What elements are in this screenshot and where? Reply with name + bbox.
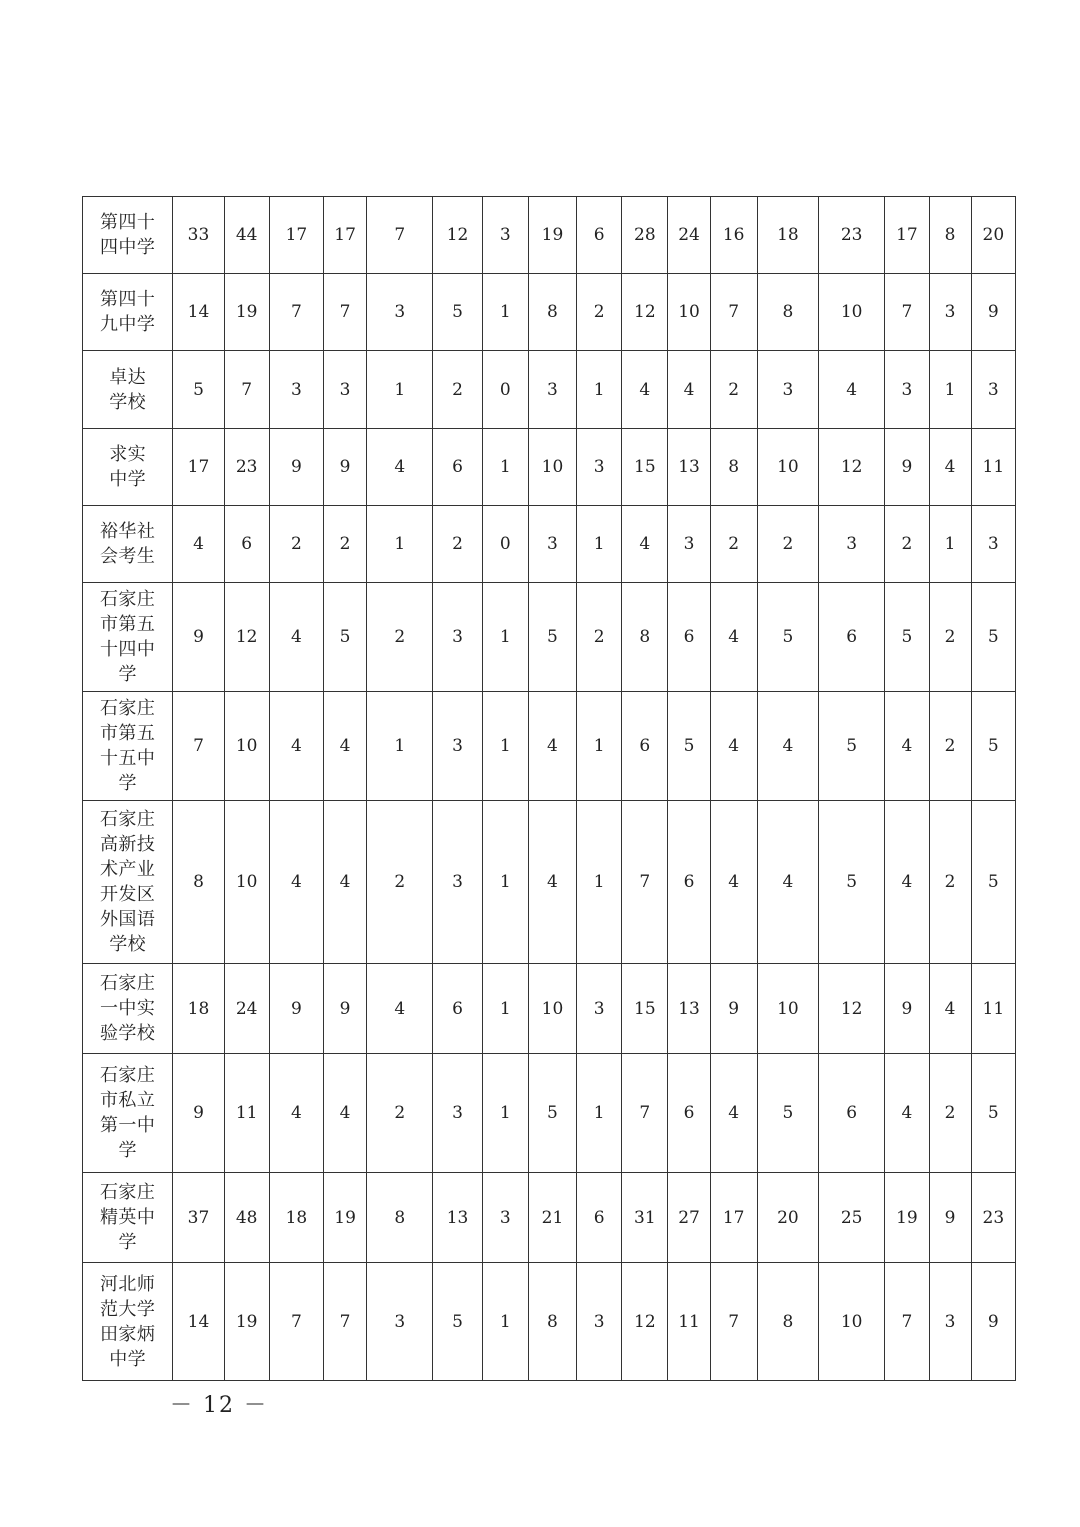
value-cell: 3 — [668, 506, 710, 583]
value-cell: 1 — [482, 801, 528, 964]
value-cell: 6 — [433, 964, 482, 1054]
value-cell: 3 — [528, 351, 576, 429]
school-name-cell — [83, 583, 173, 692]
school-name-line: 学 — [118, 664, 137, 685]
value-cell: 4 — [324, 692, 367, 801]
value-cell: 9 — [971, 274, 1015, 351]
value-cell: 2 — [929, 583, 971, 692]
value-cell: 8 — [757, 1263, 818, 1381]
value-cell: 1 — [577, 506, 622, 583]
value-cell: 7 — [710, 274, 757, 351]
value-cell: 9 — [173, 583, 224, 692]
value-cell: 8 — [929, 197, 971, 274]
value-cell: 1 — [577, 692, 622, 801]
value-cell: 4 — [668, 351, 710, 429]
school-name-line: 会考生 — [99, 546, 156, 567]
value-cell: 4 — [885, 801, 929, 964]
value-cell: 4 — [367, 964, 433, 1054]
school-name-line: 精英中 — [99, 1207, 156, 1228]
value-cell: 10 — [668, 274, 710, 351]
school-name-line: 学 — [118, 1232, 137, 1253]
value-cell: 10 — [819, 274, 885, 351]
value-cell: 11 — [224, 1054, 269, 1173]
school-name-line: 裕华社 — [99, 521, 156, 542]
table-row — [83, 1263, 1016, 1381]
value-cell: 8 — [528, 274, 576, 351]
school-name-line: 十四中 — [99, 639, 156, 660]
value-cell: 4 — [367, 429, 433, 506]
school-name-line: 范大学 — [99, 1298, 156, 1320]
value-cell: 23 — [224, 429, 269, 506]
table-row — [83, 429, 1016, 506]
value-cell: 4 — [710, 583, 757, 692]
value-cell: 14 — [173, 1263, 224, 1381]
value-cell: 4 — [269, 692, 323, 801]
value-cell: 3 — [433, 801, 482, 964]
value-cell: 5 — [324, 583, 367, 692]
value-cell: 2 — [433, 351, 482, 429]
value-cell: 17 — [269, 197, 323, 274]
value-cell: 5 — [819, 692, 885, 801]
value-cell: 3 — [577, 964, 622, 1054]
school-name-line: 石家庄 — [99, 698, 156, 719]
school-name-cell — [83, 692, 173, 801]
value-cell: 7 — [324, 1263, 367, 1381]
value-cell: 2 — [324, 506, 367, 583]
value-cell: 10 — [819, 1263, 885, 1381]
value-cell: 10 — [224, 801, 269, 964]
value-cell: 8 — [757, 274, 818, 351]
table-row — [83, 801, 1016, 964]
school-name-cell — [83, 1263, 173, 1381]
value-cell: 19 — [324, 1173, 367, 1263]
value-cell: 13 — [668, 964, 710, 1054]
value-cell: 1 — [929, 351, 971, 429]
value-cell: 1 — [577, 801, 622, 964]
table-row — [83, 506, 1016, 583]
table-row — [83, 692, 1016, 801]
table-row — [83, 274, 1016, 351]
value-cell: 3 — [367, 1263, 433, 1381]
value-cell: 7 — [885, 1263, 929, 1381]
school-name-line: 第一中 — [99, 1115, 156, 1136]
value-cell: 19 — [224, 274, 269, 351]
value-cell: 31 — [622, 1173, 668, 1263]
value-cell: 6 — [224, 506, 269, 583]
value-cell: 0 — [482, 506, 528, 583]
table-row — [83, 1173, 1016, 1263]
school-name-cell — [83, 429, 173, 506]
school-name-line: 外国语 — [99, 909, 156, 930]
value-cell: 6 — [622, 692, 668, 801]
value-cell: 9 — [173, 1054, 224, 1173]
school-name-cell — [83, 351, 173, 429]
value-cell: 5 — [885, 583, 929, 692]
value-cell: 5 — [173, 351, 224, 429]
value-cell: 4 — [929, 964, 971, 1054]
school-name-line: 市私立 — [99, 1090, 156, 1111]
school-name-cell — [83, 964, 173, 1054]
value-cell: 4 — [269, 583, 323, 692]
value-cell: 12 — [622, 1263, 668, 1381]
value-cell: 8 — [367, 1173, 433, 1263]
value-cell: 4 — [929, 429, 971, 506]
page-number: － 12 － — [170, 1393, 268, 1418]
value-cell: 3 — [482, 197, 528, 274]
school-name-line: 一中实 — [99, 998, 156, 1019]
value-cell: 25 — [819, 1173, 885, 1263]
school-name-line: 中学 — [109, 1348, 147, 1370]
value-cell: 5 — [971, 1054, 1015, 1173]
value-cell: 7 — [622, 801, 668, 964]
school-name-line: 开发区 — [99, 884, 156, 905]
value-cell: 8 — [173, 801, 224, 964]
value-cell: 10 — [528, 964, 576, 1054]
school-name-line: 四中学 — [99, 237, 156, 258]
school-name-line: 九中学 — [99, 314, 156, 335]
value-cell: 3 — [433, 1054, 482, 1173]
value-cell: 3 — [971, 351, 1015, 429]
value-cell: 24 — [224, 964, 269, 1054]
value-cell: 2 — [367, 583, 433, 692]
value-cell: 3 — [433, 692, 482, 801]
school-name-line: 石家庄 — [99, 809, 156, 830]
value-cell: 9 — [885, 964, 929, 1054]
value-cell: 2 — [929, 801, 971, 964]
value-cell: 4 — [710, 1054, 757, 1173]
value-cell: 5 — [433, 274, 482, 351]
value-cell: 3 — [577, 429, 622, 506]
value-cell: 15 — [622, 429, 668, 506]
value-cell: 2 — [885, 506, 929, 583]
value-cell: 7 — [622, 1054, 668, 1173]
value-cell: 16 — [710, 197, 757, 274]
table-row — [83, 964, 1016, 1054]
school-name-line: 十五中 — [99, 748, 156, 769]
value-cell: 7 — [324, 274, 367, 351]
value-cell: 3 — [929, 274, 971, 351]
value-cell: 3 — [757, 351, 818, 429]
school-name-line: 第四十 — [99, 289, 156, 310]
value-cell: 44 — [224, 197, 269, 274]
value-cell: 18 — [757, 197, 818, 274]
value-cell: 9 — [269, 964, 323, 1054]
school-name-cell — [83, 1054, 173, 1173]
value-cell: 3 — [528, 506, 576, 583]
value-cell: 2 — [710, 351, 757, 429]
value-cell: 9 — [929, 1173, 971, 1263]
value-cell: 2 — [757, 506, 818, 583]
value-cell: 24 — [668, 197, 710, 274]
value-cell: 4 — [622, 506, 668, 583]
value-cell: 1 — [482, 274, 528, 351]
value-cell: 10 — [528, 429, 576, 506]
value-cell: 28 — [622, 197, 668, 274]
value-cell: 17 — [173, 429, 224, 506]
school-name-cell — [83, 506, 173, 583]
value-cell: 4 — [757, 801, 818, 964]
value-cell: 7 — [173, 692, 224, 801]
value-cell: 17 — [710, 1173, 757, 1263]
value-cell: 19 — [528, 197, 576, 274]
value-cell: 2 — [929, 1054, 971, 1173]
value-cell: 2 — [577, 583, 622, 692]
value-cell: 13 — [433, 1173, 482, 1263]
school-name-line: 市第五 — [99, 614, 156, 635]
value-cell: 11 — [971, 964, 1015, 1054]
value-cell: 6 — [668, 1054, 710, 1173]
value-cell: 3 — [819, 506, 885, 583]
value-cell: 5 — [971, 692, 1015, 801]
value-cell: 4 — [710, 801, 757, 964]
school-name-line: 第四十 — [99, 212, 156, 233]
value-cell: 5 — [971, 801, 1015, 964]
school-name-line: 田家炳 — [99, 1323, 156, 1345]
value-cell: 7 — [269, 274, 323, 351]
table-row — [83, 351, 1016, 429]
value-cell: 14 — [173, 274, 224, 351]
value-cell: 3 — [577, 1263, 622, 1381]
value-cell: 5 — [757, 583, 818, 692]
school-name-line: 学 — [118, 773, 137, 794]
value-cell: 4 — [710, 692, 757, 801]
value-cell: 4 — [819, 351, 885, 429]
school-name-line: 学校 — [109, 391, 147, 413]
school-name-cell — [83, 197, 173, 274]
school-name-line: 石家庄 — [99, 973, 156, 994]
value-cell: 2 — [433, 506, 482, 583]
value-cell: 17 — [324, 197, 367, 274]
value-cell: 4 — [757, 692, 818, 801]
value-cell: 17 — [885, 197, 929, 274]
value-cell: 3 — [929, 1263, 971, 1381]
value-cell: 4 — [885, 1054, 929, 1173]
value-cell: 9 — [269, 429, 323, 506]
school-name-cell — [83, 274, 173, 351]
value-cell: 4 — [622, 351, 668, 429]
school-name-line: 验学校 — [99, 1023, 156, 1044]
school-name-line: 石家庄 — [99, 1065, 156, 1086]
value-cell: 6 — [819, 583, 885, 692]
value-cell: 3 — [885, 351, 929, 429]
value-cell: 1 — [577, 351, 622, 429]
value-cell: 4 — [885, 692, 929, 801]
value-cell: 3 — [971, 506, 1015, 583]
value-cell: 1 — [577, 1054, 622, 1173]
table-row — [83, 1054, 1016, 1173]
quota-table — [82, 196, 1016, 1381]
value-cell: 20 — [971, 197, 1015, 274]
value-cell: 3 — [324, 351, 367, 429]
value-cell: 27 — [668, 1173, 710, 1263]
value-cell: 10 — [224, 692, 269, 801]
value-cell: 12 — [819, 964, 885, 1054]
value-cell: 1 — [367, 506, 433, 583]
value-cell: 12 — [622, 274, 668, 351]
value-cell: 4 — [173, 506, 224, 583]
school-name-line: 石家庄 — [99, 1182, 156, 1203]
table-row — [83, 197, 1016, 274]
value-cell: 5 — [433, 1263, 482, 1381]
value-cell: 9 — [971, 1263, 1015, 1381]
value-cell: 2 — [367, 801, 433, 964]
value-cell: 10 — [757, 964, 818, 1054]
value-cell: 1 — [367, 351, 433, 429]
value-cell: 6 — [668, 583, 710, 692]
value-cell: 6 — [433, 429, 482, 506]
value-cell: 4 — [528, 801, 576, 964]
value-cell: 2 — [367, 1054, 433, 1173]
value-cell: 1 — [482, 692, 528, 801]
school-name-line: 高新技 — [99, 834, 156, 855]
school-name-cell — [83, 801, 173, 964]
value-cell: 0 — [482, 351, 528, 429]
value-cell: 1 — [482, 1054, 528, 1173]
value-cell: 5 — [971, 583, 1015, 692]
value-cell: 2 — [710, 506, 757, 583]
value-cell: 6 — [577, 1173, 622, 1263]
value-cell: 20 — [757, 1173, 818, 1263]
school-name-line: 卓达 — [109, 366, 147, 388]
value-cell: 7 — [885, 274, 929, 351]
value-cell: 9 — [324, 964, 367, 1054]
value-cell: 9 — [710, 964, 757, 1054]
value-cell: 7 — [367, 197, 433, 274]
value-cell: 9 — [324, 429, 367, 506]
value-cell: 19 — [224, 1263, 269, 1381]
value-cell: 15 — [622, 964, 668, 1054]
value-cell: 4 — [528, 692, 576, 801]
school-name-line: 求实 — [109, 444, 147, 465]
value-cell: 5 — [668, 692, 710, 801]
value-cell: 1 — [929, 506, 971, 583]
value-cell: 23 — [819, 197, 885, 274]
value-cell: 4 — [269, 1054, 323, 1173]
value-cell: 10 — [757, 429, 818, 506]
value-cell: 23 — [971, 1173, 1015, 1263]
school-name-cell — [83, 1173, 173, 1263]
value-cell: 3 — [269, 351, 323, 429]
value-cell: 9 — [885, 429, 929, 506]
value-cell: 2 — [929, 692, 971, 801]
value-cell: 7 — [224, 351, 269, 429]
value-cell: 37 — [173, 1173, 224, 1263]
school-name-line: 学 — [118, 1140, 137, 1161]
school-name-line: 中学 — [109, 469, 147, 490]
value-cell: 4 — [324, 1054, 367, 1173]
value-cell: 5 — [819, 801, 885, 964]
value-cell: 12 — [433, 197, 482, 274]
value-cell: 4 — [269, 801, 323, 964]
value-cell: 4 — [324, 801, 367, 964]
value-cell: 13 — [668, 429, 710, 506]
value-cell: 5 — [757, 1054, 818, 1173]
value-cell: 19 — [885, 1173, 929, 1263]
value-cell: 3 — [367, 274, 433, 351]
value-cell: 1 — [482, 583, 528, 692]
value-cell: 18 — [173, 964, 224, 1054]
value-cell: 5 — [528, 1054, 576, 1173]
value-cell: 7 — [710, 1263, 757, 1381]
table-row — [83, 583, 1016, 692]
school-name-line: 河北师 — [99, 1273, 156, 1295]
value-cell: 1 — [482, 429, 528, 506]
value-cell: 7 — [269, 1263, 323, 1381]
value-cell: 8 — [622, 583, 668, 692]
value-cell: 12 — [819, 429, 885, 506]
value-cell: 8 — [528, 1263, 576, 1381]
value-cell: 18 — [269, 1173, 323, 1263]
value-cell: 33 — [173, 197, 224, 274]
school-name-line: 市第五 — [99, 723, 156, 744]
school-name-line: 石家庄 — [99, 589, 156, 610]
school-name-line: 术产业 — [99, 859, 156, 880]
value-cell: 1 — [482, 1263, 528, 1381]
value-cell: 6 — [577, 197, 622, 274]
value-cell: 11 — [971, 429, 1015, 506]
value-cell: 48 — [224, 1173, 269, 1263]
value-cell: 1 — [367, 692, 433, 801]
value-cell: 11 — [668, 1263, 710, 1381]
value-cell: 1 — [482, 964, 528, 1054]
value-cell: 3 — [482, 1173, 528, 1263]
value-cell: 3 — [433, 583, 482, 692]
value-cell: 8 — [710, 429, 757, 506]
value-cell: 6 — [819, 1054, 885, 1173]
value-cell: 2 — [577, 274, 622, 351]
school-name-line: 学校 — [109, 934, 147, 955]
value-cell: 21 — [528, 1173, 576, 1263]
value-cell: 5 — [528, 583, 576, 692]
value-cell: 12 — [224, 583, 269, 692]
value-cell: 2 — [269, 506, 323, 583]
value-cell: 6 — [668, 801, 710, 964]
